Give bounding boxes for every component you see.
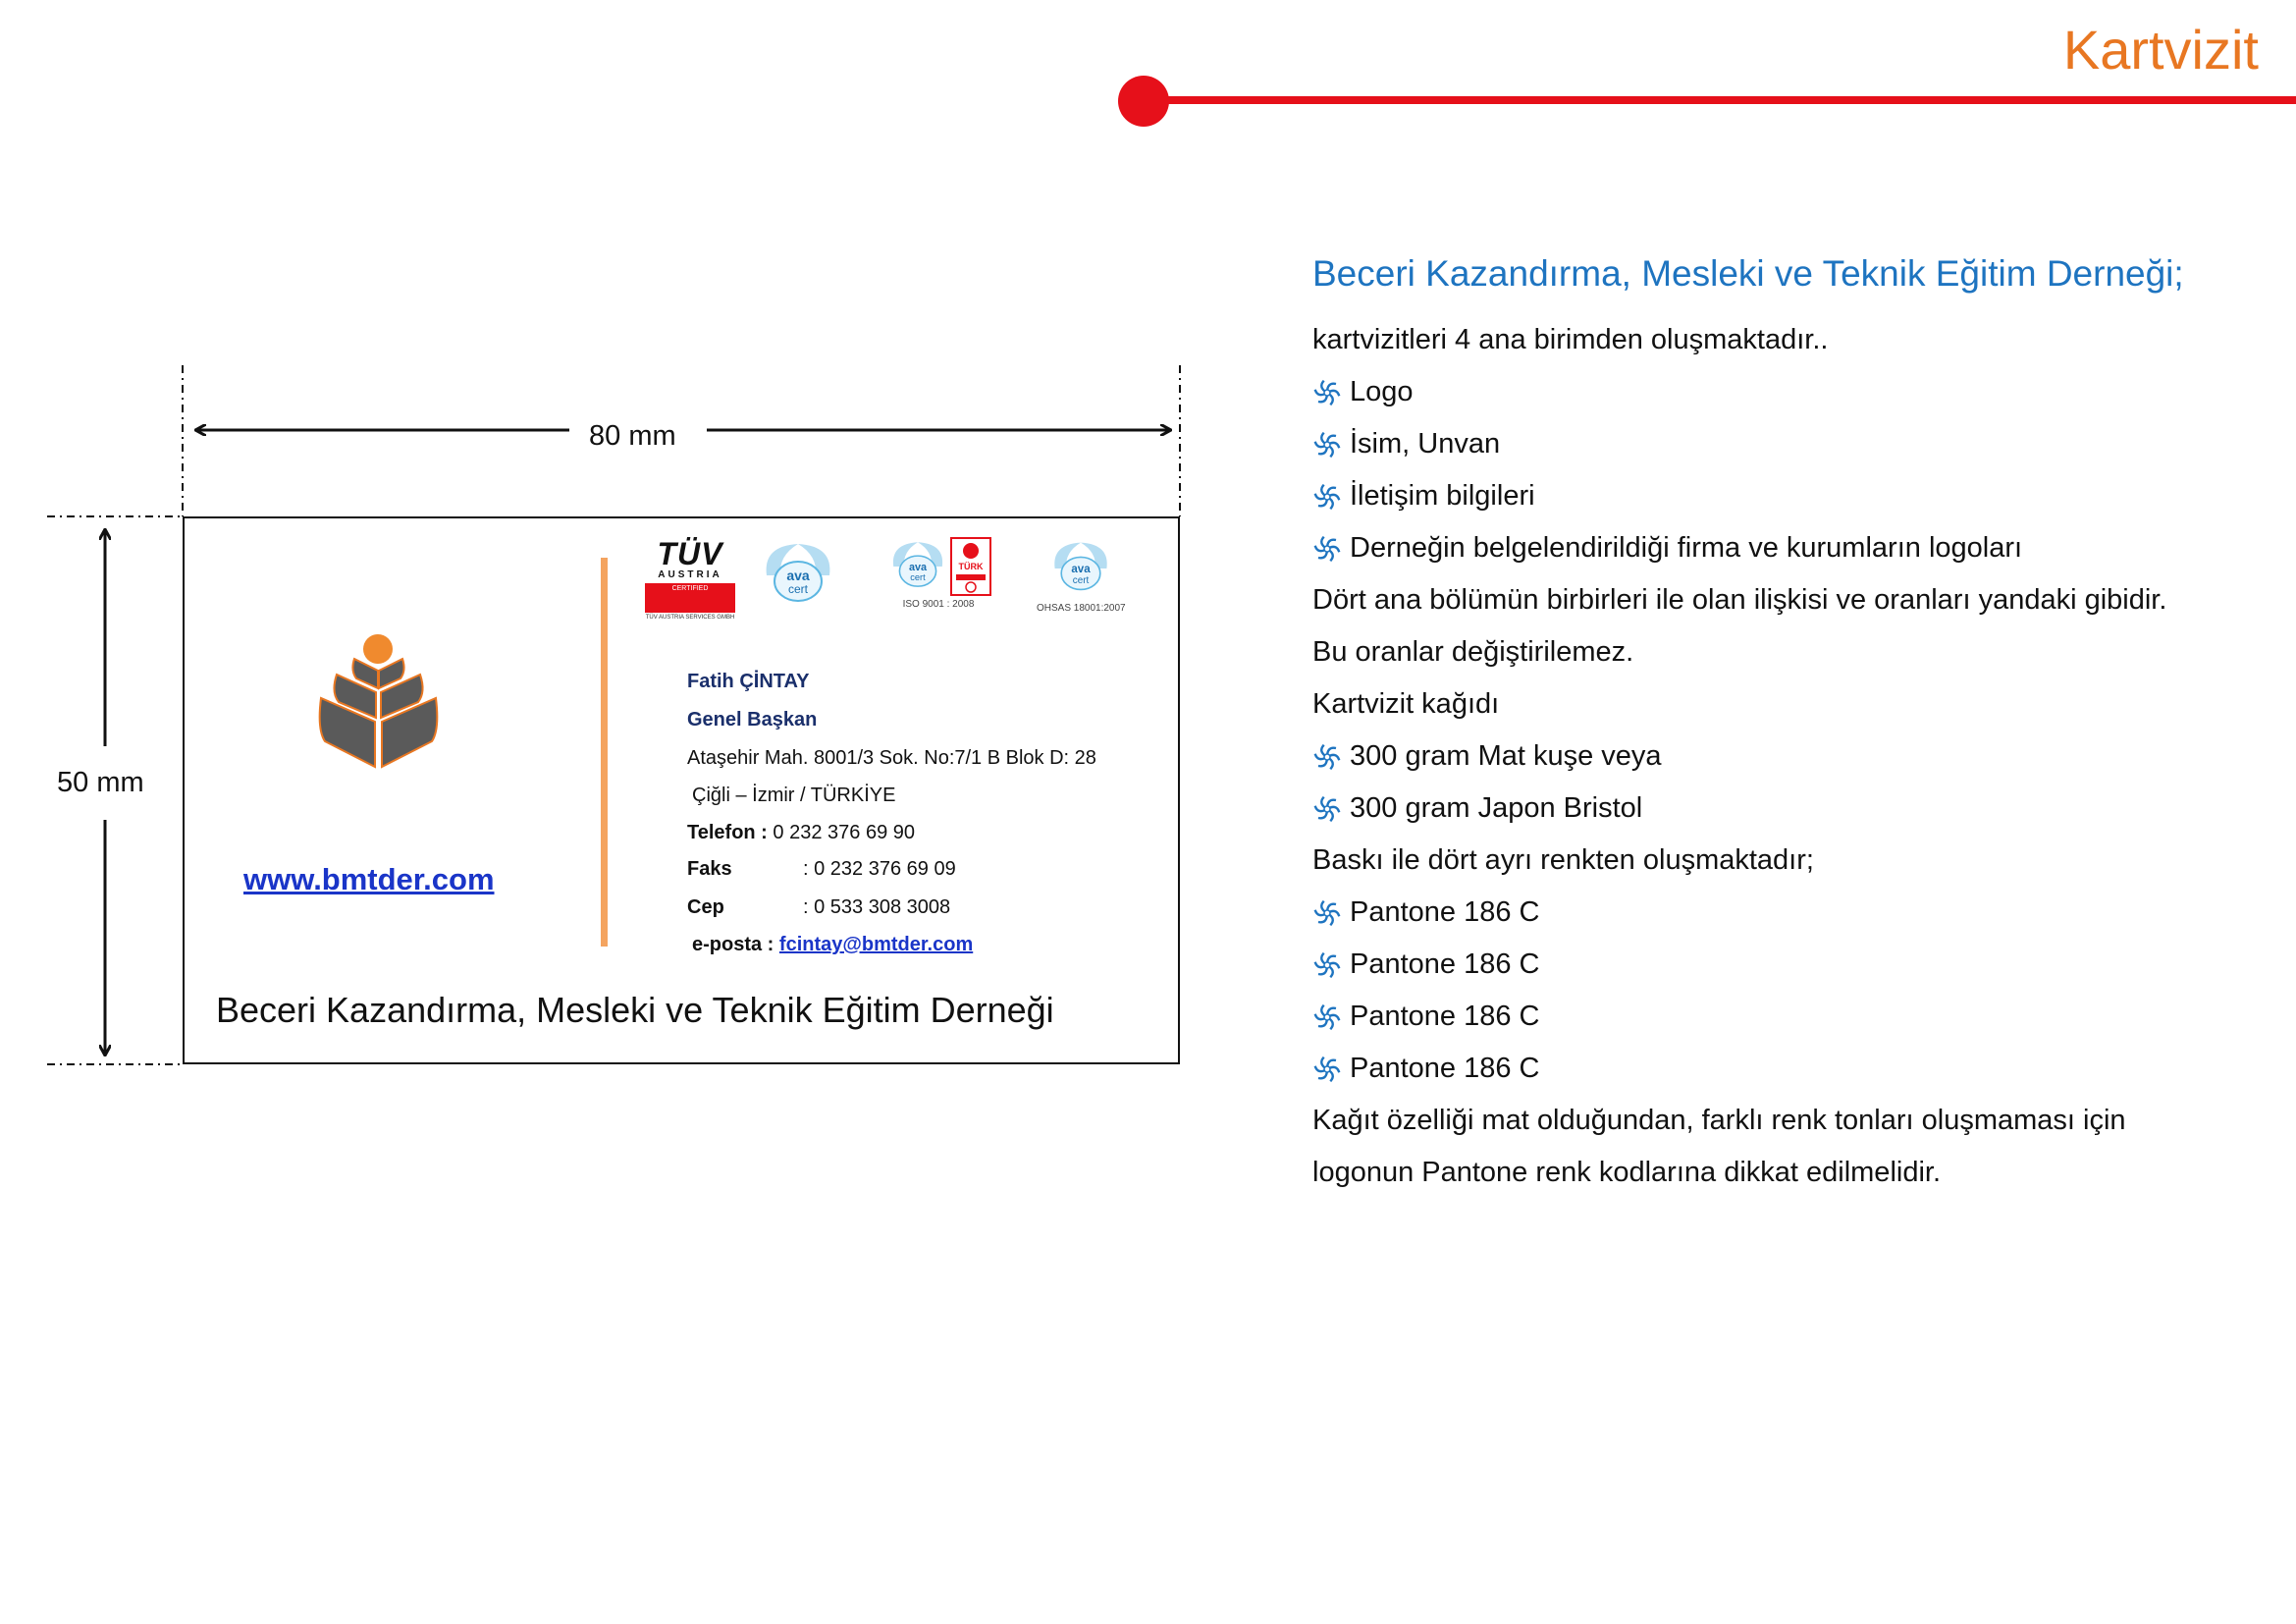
swirl-bullet-icon	[1312, 1002, 1342, 1032]
business-card	[183, 516, 1180, 1064]
card-website-link[interactable]: www.bmtder.com	[243, 862, 495, 896]
line-text: Bu oranlar değiştirilemez.	[1312, 636, 1634, 668]
text-line	[1312, 835, 2255, 887]
swirl-bullet-icon	[1312, 482, 1342, 512]
swirl-bullet-icon	[1312, 534, 1342, 564]
line-text: İsim, Unvan	[1350, 428, 1501, 460]
bullet-item	[1312, 887, 2255, 939]
line-text: Kağıt özelliği mat olduğundan, farklı renk tonları oluşmaması için	[1312, 1105, 2126, 1136]
avacert-ohsas-logo	[1037, 536, 1126, 614]
email-link[interactable]: fcintay@bmtder.com	[778, 934, 974, 955]
bullet-item	[1312, 522, 2255, 574]
bullet-item	[1312, 939, 2255, 991]
svg-text:cert: cert	[910, 571, 926, 582]
text-line	[1312, 678, 2255, 731]
card-address-line2: Çiğli – İzmir / TÜRKİYE	[692, 785, 896, 806]
avacert-iso-logo	[885, 536, 991, 610]
phone-value: 0 232 376 69 90	[773, 822, 916, 843]
organization-logo	[317, 631, 440, 788]
bullet-item	[1312, 783, 2255, 835]
description-lines	[1312, 314, 2255, 1199]
bullet-item	[1312, 731, 2255, 783]
line-text: Logo	[1350, 376, 1414, 407]
line-text: Pantone 186 C	[1350, 1001, 1540, 1032]
phone-label: Telefon :	[687, 822, 768, 843]
line-text: Pantone 186 C	[1350, 948, 1540, 980]
line-text: Pantone 186 C	[1350, 1053, 1540, 1084]
page-title: Kartvizit	[2062, 19, 2259, 81]
description-panel	[1312, 253, 2255, 1199]
line-text: Kartvizit kağıdı	[1312, 688, 1500, 720]
fax-label: Faks	[687, 858, 732, 880]
text-line	[1312, 1147, 2255, 1199]
text-line	[1312, 1095, 2255, 1147]
bullet-item	[1312, 470, 2255, 522]
line-text: 300 gram Mat kuşe veya	[1350, 740, 1662, 772]
card-phone	[687, 822, 915, 844]
width-label: 80 mm	[581, 420, 684, 453]
header-rule	[1163, 96, 2296, 104]
line-text: logonun Pantone renk kodlarına dikkat edilmelidir.	[1312, 1157, 1942, 1188]
line-text: Pantone 186 C	[1350, 896, 1540, 928]
svg-text:cert: cert	[1073, 574, 1090, 586]
description-heading: Beceri Kazandırma, Mesleki ve Teknik Eğitim Derneği;	[1312, 253, 2184, 294]
svg-text:cert: cert	[787, 582, 809, 596]
iso-caption: ISO 9001 : 2008	[902, 599, 975, 610]
turk-akreditasyon-logo	[950, 537, 991, 596]
tuv-austria-logo: TÜV AUSTRIA CERTIFIED TÜV AUSTRIA SERVICES GMBH	[645, 536, 735, 621]
line-text: kartvizitleri 4 ana birimden oluşmaktadır..	[1312, 324, 1829, 355]
bullet-item	[1312, 991, 2255, 1043]
svg-text:ava: ava	[786, 568, 810, 583]
avacert-logo	[759, 536, 837, 615]
swirl-bullet-icon	[1312, 742, 1342, 772]
bullet-item	[1312, 418, 2255, 470]
swirl-bullet-icon	[1312, 950, 1342, 980]
text-line	[1312, 314, 2255, 366]
card-address-line1: Ataşehir Mah. 8001/3 Sok. No:7/1 B Blok D: 28	[687, 747, 1096, 769]
swirl-bullet-icon	[1312, 898, 1342, 928]
svg-text:TÜRK: TÜRK	[958, 562, 984, 571]
svg-text:ava: ava	[1071, 564, 1091, 576]
line-text: İletişim bilgileri	[1350, 480, 1535, 512]
bullet-item	[1312, 366, 2255, 418]
fax-value: : 0 232 376 69 09	[803, 858, 956, 880]
card-fax	[687, 858, 956, 881]
swirl-bullet-icon	[1312, 430, 1342, 460]
card-divider	[601, 558, 608, 947]
card-organization-name: Beceri Kazandırma, Mesleki ve Teknik Eğitim Derneği	[216, 990, 1054, 1030]
text-line	[1312, 574, 2255, 626]
card-mobile	[687, 896, 950, 919]
email-label: e-posta :	[692, 934, 774, 955]
height-label: 50 mm	[49, 767, 152, 799]
line-text: Baskı ile dört ayrı renkten oluşmaktadır;	[1312, 844, 1814, 876]
svg-text:ava: ava	[908, 561, 928, 573]
mobile-label: Cep	[687, 896, 724, 918]
swirl-bullet-icon	[1312, 378, 1342, 407]
card-person-name: Fatih ÇİNTAY	[687, 671, 810, 692]
line-text: Derneğin belgelendirildiği firma ve kurumların logoları	[1350, 532, 2023, 564]
text-line	[1312, 626, 2255, 678]
swirl-bullet-icon	[1312, 794, 1342, 824]
ohsas-caption: OHSAS 18001:2007	[1037, 603, 1126, 614]
mobile-value: : 0 533 308 3008	[803, 896, 951, 918]
line-text: 300 gram Japon Bristol	[1350, 792, 1643, 824]
bullet-item	[1312, 1043, 2255, 1095]
card-email	[692, 934, 973, 956]
card-person-title: Genel Başkan	[687, 709, 818, 731]
line-text: Dört ana bölümün birbirleri ile olan ilişkisi ve oranları yandaki gibidir.	[1312, 584, 2167, 616]
swirl-bullet-icon	[1312, 1055, 1342, 1084]
